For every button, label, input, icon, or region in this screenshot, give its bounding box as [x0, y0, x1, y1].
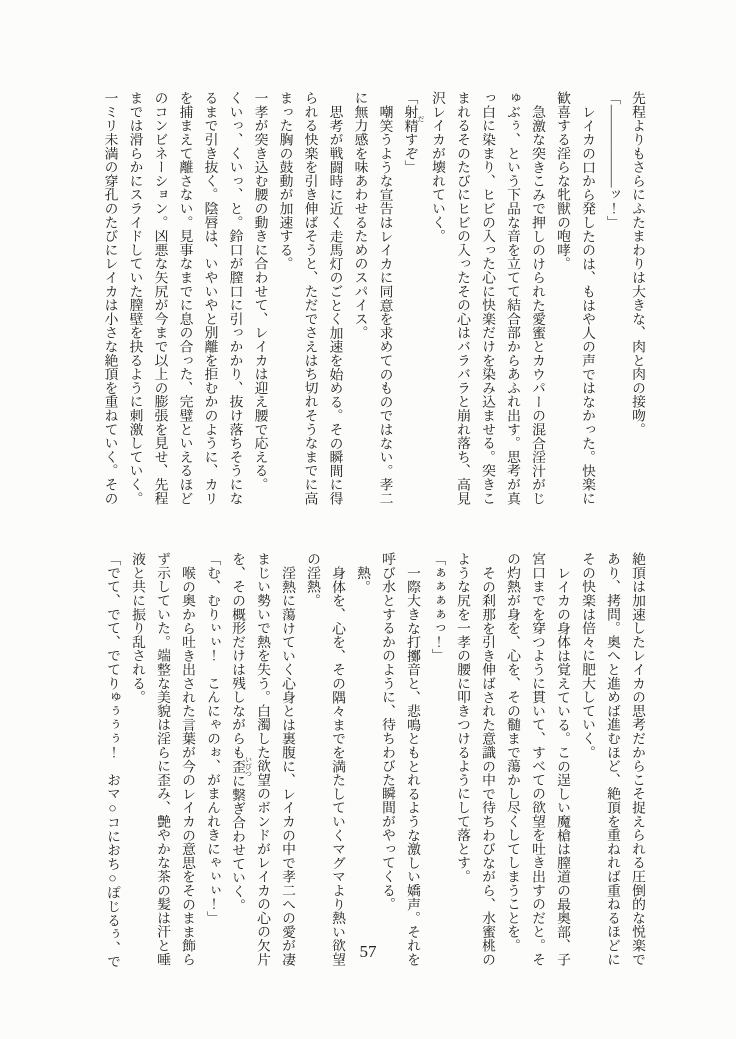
paragraph: 思考が戦闘時に近く走馬灯のごとく加速を始める。その瞬間に得られる快楽を引き伸ばそうと、ただでさえはち切れそうなまでに高まった胸の鼓動が加速する。 [277, 91, 343, 505]
paragraph: 急激な突きこみで押しのけられた愛蜜とカウパーの混合淫汁がじゅぶぅ、という下品な音を立てて結合部からあふれ出す。思考が真っ白に染まり、ヒビの入った心に快楽だけを染み込ませる。突きこまれるそのたびにヒビの入ったその心はバラバラと崩れ落ち、高見沢レイカが壊れていく。 [430, 91, 545, 505]
paragraph: 熱。 [355, 565, 370, 594]
paragraph: くいっ、くいっ、と。鈴口が膣口に引っかかり、抜け落ちそうになるまで引き抜く。陰唇は、いやいやと別離を拒むかのように、カリを捕まえて離さない。見事なまでに息の合った、完璧といえるほどのコンビネーション。凶悪な矢尻が今まで以上の膨張を見せ、先程までは滑らかにスライドしていた膣壁を抉るように刺激していく。 [127, 91, 243, 505]
paragraph: 一ミリ未満の穿孔のたびにレイカは小さな絶頂を重ねていく。その [102, 91, 118, 505]
paragraph: 先程よりもさらにふたまわりは大きな、肉と肉の接吻。 [630, 91, 645, 436]
ruby-annotation: 射精 だ [402, 104, 425, 133]
paragraph: レイカの口から発したのは、もはや人の声ではなかった。快楽に歓喜する淫らな牝獣の咆哮。 [555, 91, 595, 505]
dialogue-line: 「む、むりぃぃ！ こんにゃのぉ、がまんれきにゃぃぃ！」 [205, 552, 220, 925]
furigana: いびつ [244, 756, 253, 777]
dialogue-open: 「 [402, 91, 418, 105]
upper-text-block [96, 91, 650, 509]
dialogue-close: すぞ」 [402, 132, 418, 174]
dialogue-line: 「でて、でて、でてりゅぅぅぅ！ おマ○コにおち○ぽじるぅ、で [105, 552, 120, 969]
furigana: だ [417, 104, 425, 133]
paragraph: 身体を、心を、その隅々までを満たしていくマグマより熱い欲望の淫熱。 [305, 552, 345, 966]
dialogue-line: 「ぁぁぁぁっ！」 [430, 552, 445, 663]
paragraph: 一際大きな打擲音と、悲鳴ともとれるような激しい嬌声。それを呼び水とするかのように、待ちわびた瞬間がやってくる。 [380, 552, 420, 966]
lower-text-block [96, 552, 650, 970]
paragraph: 嘲笑うような宣告はレイカに同意を求めてのものではない。孝二に無力感を味あわせるためのスパイス。 [352, 91, 393, 505]
dialogue-line [398, 91, 426, 509]
paragraph: レイカの身体は覚えている。この逞しい魔槍は膣道の最奥部、子宮口までを穿つように貫いて、すべての欲望を吐き出すのだと。その灼熱が身を、心を、その髄まで蕩かし尽くしてしまうことを。 [505, 552, 570, 966]
ruby-annotation: 歪 いびつ [230, 756, 253, 777]
page-number: 57 [359, 942, 377, 961]
paragraph: 絶頂は加速したレイカの思考だからこそ捉えられる圧倒的な悦楽であり、拷問。奥へと進めば進むほど、絶頂を重ねれば重ねるほどにその快楽は倍々に肥大していく。 [580, 552, 645, 966]
paragraph: その刹那を引き伸ばされた意識の中で待ちわびながら、水蜜桃のような尻を一孝の腰に叩きつけるようにして落とす。 [455, 552, 495, 966]
dialogue-line: 「――――――ッ！」 [605, 91, 620, 229]
paragraph: 一孝が突き込む腰の動きに合わせて、レイカは迎え腰で応える。 [252, 91, 268, 492]
paragraph: 喉の奥から吐き出された言葉が今のレイカの意思をそのまま飾らず示していた。端整な美貌は淫らに歪み、艶やかな茶の髪は汗と唾液と共に振り乱される。 [130, 552, 195, 966]
paragraph: 淫熱に蕩けていく心身とは裏腹に、レイカの中で孝二への愛が凄まじい勢いで熱を失う。白濁した欲望のボンドがレイカの心の欠片を、その概形だけは残しながらも歪 いびつに繋ぎ合わせていく。 [230, 552, 295, 966]
